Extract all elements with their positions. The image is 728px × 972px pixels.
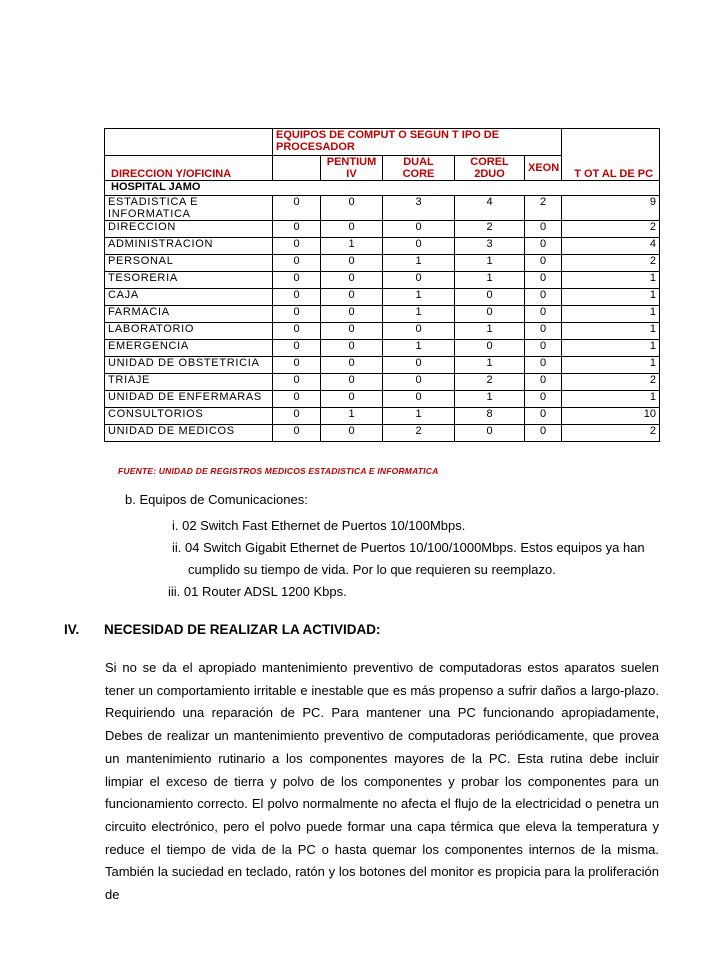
count-cell: 0 bbox=[273, 255, 321, 272]
header-total: T OT AL DE PC bbox=[562, 129, 660, 181]
office-name: UNIDAD DE OBSTETRICIA bbox=[105, 357, 273, 374]
section-title: NECESIDAD DE REALIZAR LA ACTIVIDAD: bbox=[104, 622, 381, 637]
count-cell: 1 bbox=[455, 357, 525, 374]
total-cell: 1 bbox=[562, 306, 660, 323]
office-name: TRIAJE bbox=[105, 374, 273, 391]
comms-heading: b. Equipos de Comunicaciones: bbox=[125, 492, 308, 507]
count-cell: 0 bbox=[273, 238, 321, 255]
count-cell: 0 bbox=[273, 340, 321, 357]
count-cell: 0 bbox=[321, 374, 383, 391]
table-row bbox=[105, 289, 660, 306]
section-heading bbox=[64, 622, 381, 637]
count-cell: 0 bbox=[383, 238, 455, 255]
count-cell: 0 bbox=[525, 306, 562, 323]
total-cell: 2 bbox=[562, 255, 660, 272]
count-cell: 1 bbox=[321, 238, 383, 255]
table-row bbox=[105, 425, 660, 442]
office-name: TESORERIA bbox=[105, 272, 273, 289]
count-cell: 0 bbox=[273, 374, 321, 391]
count-cell: 0 bbox=[321, 196, 383, 221]
table-row bbox=[105, 323, 660, 340]
total-cell: 1 bbox=[562, 340, 660, 357]
total-cell: 4 bbox=[562, 238, 660, 255]
count-cell: 0 bbox=[525, 238, 562, 255]
count-cell: 1 bbox=[383, 408, 455, 425]
count-cell: 0 bbox=[455, 289, 525, 306]
count-cell: 0 bbox=[273, 425, 321, 442]
office-name: CONSULTORIOS bbox=[105, 408, 273, 425]
table-row bbox=[105, 391, 660, 408]
table-row bbox=[105, 255, 660, 272]
count-cell: 0 bbox=[383, 374, 455, 391]
comms-item-2a: ii. 04 Switch Gigabit Ethernet de Puertos 10/100/1000Mbps. Estos equipos ya han bbox=[172, 540, 645, 555]
total-cell: 2 bbox=[562, 425, 660, 442]
total-cell: 1 bbox=[562, 323, 660, 340]
office-name: LABORATORIO bbox=[105, 323, 273, 340]
count-cell: 3 bbox=[455, 238, 525, 255]
count-cell: 0 bbox=[525, 255, 562, 272]
count-cell: 0 bbox=[321, 391, 383, 408]
count-cell: 0 bbox=[321, 323, 383, 340]
table-row bbox=[105, 374, 660, 391]
count-cell: 1 bbox=[383, 255, 455, 272]
count-cell: 0 bbox=[273, 357, 321, 374]
office-name: UNIDAD DE ENFERMARAS bbox=[105, 391, 273, 408]
office-name: DIRECCION bbox=[105, 221, 273, 238]
count-cell: 1 bbox=[455, 391, 525, 408]
count-cell: 2 bbox=[525, 196, 562, 221]
count-cell: 1 bbox=[455, 272, 525, 289]
count-cell: 0 bbox=[273, 306, 321, 323]
table-body bbox=[105, 196, 660, 442]
table-row bbox=[105, 238, 660, 255]
section-number: IV. bbox=[64, 622, 80, 637]
office-name: PERSONAL bbox=[105, 255, 273, 272]
subheader-xeon: XEON bbox=[525, 156, 562, 181]
count-cell: 4 bbox=[455, 196, 525, 221]
count-cell: 0 bbox=[273, 289, 321, 306]
count-cell: 0 bbox=[383, 357, 455, 374]
count-cell: 0 bbox=[321, 357, 383, 374]
total-cell: 10 bbox=[562, 408, 660, 425]
count-cell: 0 bbox=[525, 357, 562, 374]
header-direccion: DIRECCION Y/OFICINA bbox=[105, 156, 273, 181]
count-cell: 1 bbox=[383, 306, 455, 323]
comms-item-3: iii. 01 Router ADSL 1200 Kbps. bbox=[168, 584, 347, 599]
count-cell: 1 bbox=[383, 340, 455, 357]
hospital-name: HOSPITAL JAMO bbox=[105, 181, 660, 196]
count-cell: 0 bbox=[321, 272, 383, 289]
total-cell: 2 bbox=[562, 221, 660, 238]
table-row bbox=[105, 221, 660, 238]
count-cell: 0 bbox=[525, 340, 562, 357]
subheader-core2duo: COREL 2DUO bbox=[455, 156, 525, 181]
office-name: EMERGENCIA bbox=[105, 340, 273, 357]
count-cell: 0 bbox=[273, 221, 321, 238]
count-cell: 0 bbox=[455, 306, 525, 323]
count-cell: 0 bbox=[273, 391, 321, 408]
comms-item-1: i. 02 Switch Fast Ethernet de Puertos 10/100Mbps. bbox=[172, 518, 466, 533]
subheader-dualcore: DUAL CORE bbox=[383, 156, 455, 181]
count-cell: 0 bbox=[321, 425, 383, 442]
count-cell: 1 bbox=[383, 289, 455, 306]
office-name: ESTADISTICA E INFORMATICA bbox=[105, 196, 273, 221]
count-cell: 8 bbox=[455, 408, 525, 425]
table-row bbox=[105, 357, 660, 374]
table-row bbox=[105, 196, 660, 221]
count-cell: 0 bbox=[383, 221, 455, 238]
total-cell: 1 bbox=[562, 357, 660, 374]
count-cell: 0 bbox=[525, 374, 562, 391]
count-cell: 0 bbox=[273, 196, 321, 221]
count-cell: 2 bbox=[455, 374, 525, 391]
count-cell: 0 bbox=[525, 289, 562, 306]
count-cell: 0 bbox=[383, 323, 455, 340]
office-name: ADMINISTRACION bbox=[105, 238, 273, 255]
count-cell: 0 bbox=[525, 221, 562, 238]
section-paragraph bbox=[105, 657, 659, 907]
header-blank bbox=[105, 129, 273, 156]
table-row bbox=[105, 340, 660, 357]
count-cell: 0 bbox=[321, 289, 383, 306]
count-cell: 1 bbox=[321, 408, 383, 425]
count-cell: 2 bbox=[455, 221, 525, 238]
total-cell: 9 bbox=[562, 196, 660, 221]
table-row bbox=[105, 408, 660, 425]
count-cell: 0 bbox=[525, 272, 562, 289]
count-cell: 0 bbox=[273, 272, 321, 289]
count-cell: 1 bbox=[455, 255, 525, 272]
paragraph-text: Si no se da el apropiado mantenimiento preventivo de computadoras estos aparatos suelen tener un comportamiento irritable e inestable que es más propenso a sufrir daños a largo-plazo. Requiriendo una reparación de PC. Para mantener una PC funcionando apropiadamente, Debes de realizar un mantenimiento preventivo de computadoras periódicamente, que provea un mantenimiento rutinario a los componentes mayores de la PC. Esta rutina debe incluir limpiar el exceso de tierra y polvo de los componentes y probar los componentes para un funcionamiento correcto. El polvo normalmente no afecta el flujo de la electricidad o penetra un circuito electrónico, pero el polvo puede formar una capa térmica que eleva la temperatura y reduce el tiempo de vida de la PC o hasta quemar los componentes internos de la misma. También la suciedad en teclado, ratón y los botones del monitor es propicia para la proliferación de bbox=[105, 660, 659, 903]
count-cell: 0 bbox=[321, 221, 383, 238]
subheader-pentium: PENTIUM IV bbox=[321, 156, 383, 181]
count-cell: 3 bbox=[383, 196, 455, 221]
total-cell: 2 bbox=[562, 374, 660, 391]
count-cell: 0 bbox=[455, 340, 525, 357]
count-cell: 0 bbox=[321, 340, 383, 357]
count-cell: 0 bbox=[525, 425, 562, 442]
office-name: FARMACIA bbox=[105, 306, 273, 323]
office-name: CAJA bbox=[105, 289, 273, 306]
count-cell: 0 bbox=[525, 323, 562, 340]
count-cell: 0 bbox=[321, 255, 383, 272]
count-cell: 0 bbox=[455, 425, 525, 442]
comms-item-2b: cumplido su tiempo de vida. Por lo que requieren su reemplazo. bbox=[188, 562, 556, 577]
count-cell: 0 bbox=[321, 306, 383, 323]
total-cell: 1 bbox=[562, 391, 660, 408]
equipment-table bbox=[104, 128, 660, 442]
count-cell: 0 bbox=[525, 391, 562, 408]
total-cell: 1 bbox=[562, 289, 660, 306]
office-name: UNIDAD DE MEDICOS bbox=[105, 425, 273, 442]
table-row bbox=[105, 272, 660, 289]
table-source: FUENTE: UNIDAD DE REGISTROS MEDICOS ESTADISTICA E INFORMATICA bbox=[118, 466, 439, 476]
count-cell: 2 bbox=[383, 425, 455, 442]
subheader-blank bbox=[273, 156, 321, 181]
count-cell: 0 bbox=[273, 408, 321, 425]
header-processor: EQUIPOS DE COMPUT O SEGÚN T IPO DE PROCESADOR bbox=[273, 129, 562, 156]
total-cell: 1 bbox=[562, 272, 660, 289]
count-cell: 0 bbox=[383, 272, 455, 289]
count-cell: 0 bbox=[383, 391, 455, 408]
table-row bbox=[105, 306, 660, 323]
count-cell: 0 bbox=[273, 323, 321, 340]
count-cell: 0 bbox=[525, 408, 562, 425]
count-cell: 1 bbox=[455, 323, 525, 340]
